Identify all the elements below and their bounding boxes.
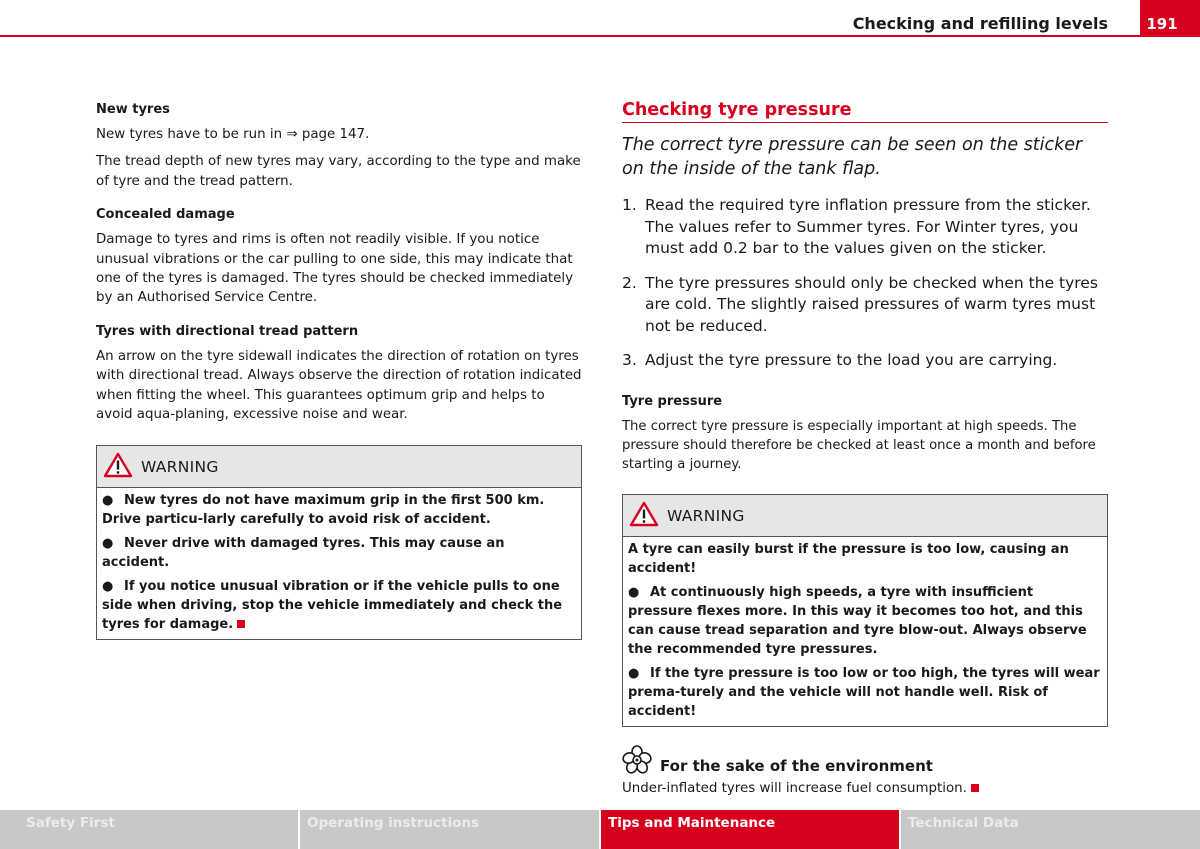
end-mark-icon (971, 784, 979, 792)
arrow-right-icon: ⇒ (286, 127, 298, 142)
environment-title: For the sake of the environment (660, 756, 933, 775)
left-column (96, 100, 582, 640)
bullet-icon: ● (628, 665, 640, 681)
bullet-icon: ● (102, 536, 114, 552)
flower-icon (622, 745, 652, 775)
tab-operating-instructions[interactable]: Operating instructions (300, 810, 599, 849)
step-text: Adjust the tyre pressure to the load you are carrying. (645, 351, 1058, 369)
concealed-damage-text: Damage to tyres and rims is often not readily visible. If you notice unusual vibrations or the car pulling to one side, this may indicate that one of the tyres is damaged. The tyres should be checked immediately by an Authorised Service Centre. (96, 232, 574, 306)
warning-title: WARNING (141, 458, 219, 477)
warning-triangle-icon (103, 452, 133, 478)
warning-box-right (622, 494, 1108, 727)
tab-technical-data[interactable]: Technical Data (901, 810, 1200, 849)
step-number: 2. (622, 273, 637, 292)
page-reference-link[interactable]: page 147. (297, 127, 370, 142)
warning-header (97, 446, 581, 488)
warning-body (623, 537, 1107, 726)
warning-body (97, 488, 581, 639)
page-number: 191 (1146, 15, 1178, 33)
new-tyres-heading: New tyres (96, 102, 170, 117)
section-title: Checking tyre pressure (622, 100, 1108, 123)
step-list (622, 195, 1108, 372)
tab-tips-and-maintenance[interactable]: Tips and Maintenance (601, 810, 899, 849)
warning-item (628, 583, 1102, 659)
chapter-title: Checking and refilling levels (852, 14, 1108, 33)
bullet-icon: ● (102, 493, 114, 509)
step-number: 3. (622, 351, 637, 369)
warning-box-left (96, 445, 582, 640)
step-item (622, 273, 1108, 338)
directional-tread-heading: Tyres with directional tread pattern (96, 323, 359, 339)
directional-tread-text: An arrow on the tyre sidewall indicates the direction of rotation on tyres with directional tread. Always observe the direction of rotation indicated when fitting the wheel. This guarantees optimum grip and helps to avoid aqua-planing, excessive noise and wear. (96, 348, 582, 423)
warning-item-text: Never drive with damaged tyres. This may cause an accident. (102, 536, 505, 571)
right-column (622, 100, 1108, 806)
new-tyres-paragraph-1 (96, 125, 582, 144)
environment-header (622, 745, 1108, 777)
warning-item-text: If you notice unusual vibration or if the vehicle pulls to one side when driving, stop the vehicle immediately and check the tyres for damage. (102, 579, 563, 633)
step-text: The tyre pressures should only be checked when the tyres are cold. The slightly raised pressures of warm tyres must not be reduced. (645, 273, 1098, 335)
warning-item (102, 491, 576, 529)
environment-text-content: Under-inflated tyres will increase fuel consumption. (622, 780, 967, 796)
warning-title: WARNING (667, 506, 745, 525)
warning-item-text: New tyres do not have maximum grip in the first 500 km. Drive particu-larly carefully to avoid risk of accident. (102, 493, 545, 528)
warning-triangle-icon (629, 501, 659, 527)
warning-item-text: At continuously high speeds, a tyre with insufficient pressure flexes more. In this way it becomes too hot, and this can cause tread separation and tyre blow-out. Always observe the recommended tyre pressures. (628, 584, 1087, 657)
warning-item (628, 664, 1102, 721)
environment-note (622, 745, 1108, 798)
warning-lead: A tyre can easily burst if the pressure is too low, causing an accident! (628, 541, 1069, 576)
footer-navigation (0, 810, 1200, 849)
end-mark-icon (237, 620, 245, 628)
concealed-damage-heading: Concealed damage (96, 207, 235, 223)
section-intro: The correct tyre pressure can be seen on the sticker on the inside of the tank flap. (622, 135, 1083, 179)
new-tyres-paragraph-2: The tread depth of new tyres may vary, according to the type and make of tyre and the tread pattern. (96, 154, 581, 189)
step-item (622, 350, 1108, 372)
tab-safety-first[interactable]: Safety First (0, 810, 298, 849)
warning-item-text: If the tyre pressure is too low or too high, the tyres will wear prema-turely and the vehicle will not handle well. Risk of accident! (628, 665, 1100, 719)
tyre-pressure-text: The correct tyre pressure is especially important at high speeds. The pressure should therefore be checked at least once a month and before starting a journey. (622, 418, 1096, 473)
page-number-box (1140, 0, 1200, 37)
environment-text (622, 779, 1108, 798)
new-tyres-text: New tyres have to be run in (96, 127, 287, 142)
warning-item (102, 577, 576, 634)
bullet-icon: ● (102, 579, 114, 595)
step-number: 1. (622, 196, 637, 214)
tyre-pressure-heading: Tyre pressure (622, 393, 723, 409)
warning-header (623, 495, 1107, 537)
bullet-icon: ● (628, 584, 640, 600)
warning-item (102, 534, 576, 572)
header-rule (0, 35, 1140, 37)
step-text: Read the required tyre inflation pressure from the sticker. The values refer to Summer tyres. For Winter tyres, you must add 0.2 bar to the values given on the sticker. (645, 196, 1091, 257)
step-item (622, 195, 1108, 260)
